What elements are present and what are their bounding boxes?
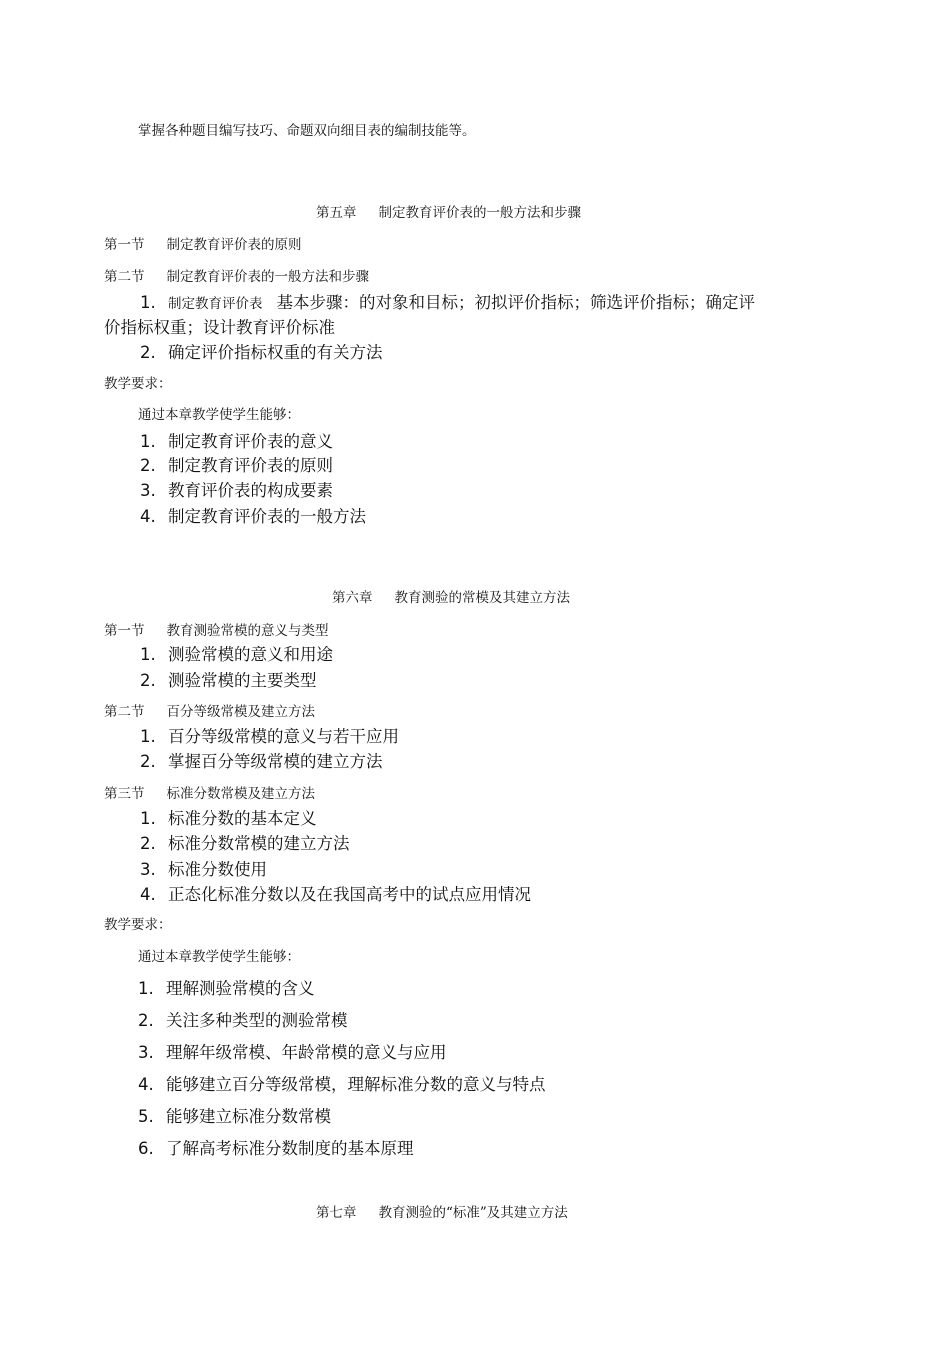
- item-number: 3.: [138, 1043, 154, 1062]
- item-number: 2.: [140, 834, 156, 853]
- chapter-7-number: 第七章: [316, 1205, 357, 1221]
- item-text: 标准分数使用: [168, 860, 267, 879]
- ch5-item-2: [140, 339, 383, 363]
- item-number: 2.: [138, 1011, 154, 1030]
- chapter-7-heading: [316, 1201, 568, 1221]
- item-text: 基本步骤：的对象和目标；初拟评价指标；筛选评价指标；确定评: [276, 293, 755, 312]
- ch5-item-1: [140, 289, 755, 313]
- item-number: 4.: [138, 1075, 154, 1094]
- item-number: 1.: [140, 293, 156, 312]
- list-item: [138, 1071, 546, 1095]
- ch5-requirements-intro: 通过本章教学使学生能够：: [138, 407, 300, 423]
- item-number: 2.: [140, 752, 156, 771]
- chapter-6-heading: [332, 586, 570, 606]
- item-text: 制定教育评价表的一般方法: [168, 507, 366, 526]
- item-text: 理解年级常模、年龄常模的意义与应用: [166, 1043, 447, 1062]
- item-text: 正态化标准分数以及在我国高考中的试点应用情况: [168, 885, 531, 904]
- section-title: 百分等级常模及建立方法: [166, 704, 315, 720]
- list-item: [138, 1135, 414, 1159]
- list-item: [140, 856, 267, 880]
- item-text: 教育评价表的构成要素: [168, 481, 333, 500]
- item-number: 2.: [140, 671, 156, 690]
- item-text: 标准分数常模的建立方法: [168, 834, 350, 853]
- item-number: 4.: [140, 507, 156, 526]
- list-item: [138, 1007, 348, 1031]
- list-item: [138, 975, 315, 999]
- item-number: 4.: [140, 885, 156, 904]
- item-text: 确定评价指标权重的有关方法: [168, 343, 383, 362]
- section-title: 教育测验常模的意义与类型: [166, 623, 329, 639]
- item-number: 1.: [138, 979, 154, 998]
- list-item: [140, 881, 531, 905]
- list-item: [138, 1103, 331, 1127]
- ch6-requirements-label: 教学要求：: [104, 917, 172, 933]
- list-item: [140, 805, 317, 829]
- ch5-requirements-label: 教学要求：: [104, 376, 172, 392]
- list-item: [140, 748, 383, 772]
- ch5-item-1-continued: 价指标权重；设计教育评价标准: [104, 318, 335, 337]
- item-text: 能够建立标准分数常模: [166, 1107, 331, 1126]
- section-number: 第一节: [104, 623, 145, 639]
- item-text: 测验常模的意义和用途: [168, 645, 333, 664]
- ch6-section-1: [104, 619, 329, 639]
- section-number: 第三节: [104, 786, 145, 802]
- ch5-section-2: [104, 265, 369, 285]
- item-text: 测验常模的主要类型: [168, 671, 317, 690]
- chapter-7-title: 教育测验的“标准”及其建立方法: [378, 1205, 568, 1221]
- item-number: 6.: [138, 1139, 154, 1158]
- item-text: 了解高考标准分数制度的基本原理: [166, 1139, 414, 1158]
- chapter-5-title: 制定教育评价表的一般方法和步骤: [378, 205, 581, 221]
- list-item: [138, 1039, 447, 1063]
- list-item: [140, 723, 399, 747]
- item-number: 2.: [140, 456, 156, 475]
- item-number: 3.: [140, 860, 156, 879]
- section-title: 制定教育评价表的一般方法和步骤: [166, 269, 369, 285]
- section-number: 第二节: [104, 704, 145, 720]
- section-title: 制定教育评价表的原则: [166, 237, 302, 253]
- section-title: 标准分数常模及建立方法: [166, 786, 315, 802]
- intro-line: 掌握各种题目编写技巧、命题双向细目表的编制技能等。: [138, 123, 476, 139]
- item-number: 3.: [140, 481, 156, 500]
- item-lead: 制定教育评价表: [168, 296, 263, 312]
- chapter-6-number: 第六章: [332, 590, 373, 606]
- item-text: 标准分数的基本定义: [168, 809, 317, 828]
- ch6-section-2: [104, 700, 315, 720]
- item-number: 1.: [140, 809, 156, 828]
- section-number: 第二节: [104, 269, 145, 285]
- item-text: 制定教育评价表的意义: [168, 432, 333, 451]
- list-item: [140, 667, 317, 691]
- chapter-5-number: 第五章: [316, 205, 357, 221]
- ch6-requirements-intro: 通过本章教学使学生能够：: [138, 949, 300, 965]
- item-text: 百分等级常模的意义与若干应用: [168, 727, 399, 746]
- item-number: 2.: [140, 343, 156, 362]
- item-number: 5.: [138, 1107, 154, 1126]
- item-number: 1.: [140, 645, 156, 664]
- item-text: 关注多种类型的测验常模: [166, 1011, 348, 1030]
- item-text: 掌握百分等级常模的建立方法: [168, 752, 383, 771]
- item-text: 制定教育评价表的原则: [168, 456, 333, 475]
- chapter-5-heading: [316, 201, 581, 221]
- ch6-section-3: [104, 782, 315, 802]
- chapter-6-title: 教育测验的常模及其建立方法: [394, 590, 570, 606]
- section-number: 第一节: [104, 237, 145, 253]
- list-item: [140, 830, 350, 854]
- item-text: 能够建立百分等级常模，理解标准分数的意义与特点: [166, 1075, 546, 1094]
- item-number: 1.: [140, 727, 156, 746]
- list-item: [140, 452, 333, 476]
- ch5-section-1: [104, 233, 302, 253]
- list-item: [140, 477, 333, 501]
- list-item: [140, 503, 366, 527]
- item-text: 理解测验常模的含义: [166, 979, 315, 998]
- list-item: [140, 641, 333, 665]
- list-item: [140, 428, 333, 452]
- item-number: 1.: [140, 432, 156, 451]
